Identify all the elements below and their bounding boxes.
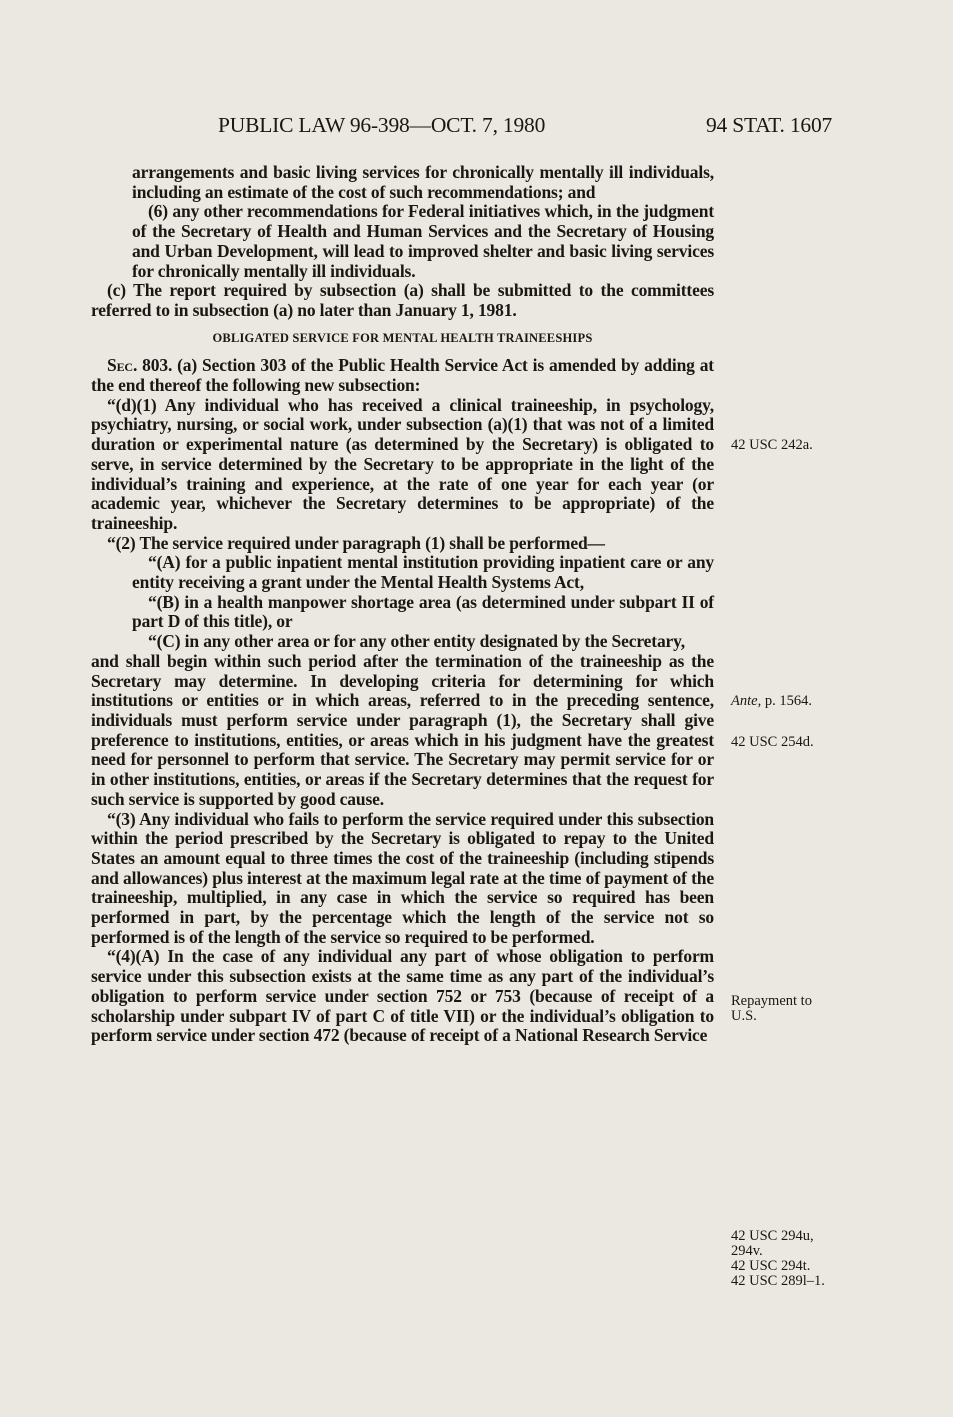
margin-note-294u-line1: 42 USC 294u, — [731, 1228, 814, 1244]
page-header-stat: 94 STAT. 1607 — [706, 113, 833, 137]
margin-note-294u-line2: 294v. — [731, 1243, 763, 1259]
section-803-text: 803. (a) Section 303 of the Public Health Service Act is amended by adding at the end thereof the following new subsection: — [91, 355, 714, 396]
paragraph-5-continuation: arrangements and basic living services for chronically mentally ill individuals, including an estimate of the cost of such recommendations; and — [132, 162, 714, 202]
paragraph-2: “(2) The service required under paragraph (1) shall be performed— — [107, 532, 605, 553]
section-label: Sec. — [107, 355, 138, 376]
section-heading: OBLIGATED SERVICE FOR MENTAL HEALTH TRAINEESHIPS — [212, 330, 593, 345]
body-text — [91, 163, 714, 1046]
clause-c: “(C) in any other area or for any other entity designated by the Secretary, — [148, 631, 686, 652]
margin-note-42-usc-254d: 42 USC 254d. — [731, 734, 814, 750]
margin-note-ante — [731, 694, 812, 709]
margin-note-289l: 42 USC 289l–1. — [731, 1273, 825, 1289]
subsection-c: (c) The report required by subsection (a) shall be submitted to the committees referred to in subsection (a) no later than January 1, 1981. — [91, 280, 714, 320]
margin-note-ante-page: p. 1564. — [761, 693, 812, 709]
section-803-intro — [91, 356, 714, 395]
clause-b: “(B) in a health manpower shortage area (as determined under subpart II of part D of this title), or — [132, 591, 714, 632]
margin-note-294t: 42 USC 294t. — [731, 1258, 811, 1274]
margin-note-42-usc-242a: 42 USC 242a. — [731, 437, 813, 453]
margin-note-42-usc-294 — [731, 1229, 825, 1289]
paragraph-4a: “(4)(A) In the case of any individual any part of whose obligation to perform service under this subsection exists at the same time as any part of the individual’s obligation to perform service under section 752 or 753 (because of receipt of a scholarship under subpart IV of part C of title VII) or the individual’s obligation to perform service under section 472 (because of receipt of a National Research Service — [91, 946, 714, 1046]
paragraph-6: (6) any other recommendations for Federal initiatives which, in the judgment of the Secretary of Health and Human Services and the Secretary of Housing and Urban Development, will lead to improved shelter and basic living services for chronically mentally ill individuals. — [132, 201, 714, 281]
page-header-title: PUBLIC LAW 96-398—OCT. 7, 1980 — [218, 113, 546, 137]
margin-note-repayment-line1: Repayment to — [731, 993, 812, 1009]
margin-note-repayment-line2: U.S. — [731, 1008, 757, 1024]
paragraph-2-continuation: and shall begin within such period after the termination of the traineeship as the Secretary may determine. In developing criteria for determining for which institutions or entities or in which areas, referred to in the preceding sentence, individuals must perform service under paragraph (1), the Secretary shall give preference to institutions, entities, or areas which in his judgment have the greatest need for personnel to perform that service. The Secretary may permit service for or in other institutions, entities, or areas if the Secretary determines that the request for such service is supported by good cause. — [91, 650, 714, 809]
subsection-d-1: “(d)(1) Any individual who has received a clinical traineeship, in psychology, psychiatry, nursing, or social work, under subsection (a)(1) that was not of a limited duration or experimental nature (as determined by the Secretary) is obligated to serve, in service determined by the Secretary to be appropriate in the light of the individual’s training and experience, at the rate of one year for each year (or academic year, whichever the Secretary determines to be appropriate) of the traineeship. — [91, 394, 714, 533]
margin-note-ante-italic: Ante, — [731, 693, 762, 709]
paragraph-3: “(3) Any individual who fails to perform the service required under this subsection within the period prescribed by the Secretary is obligated to repay to the United States an amount equal to three times the cost of the traineeship (including stipends and allowances) plus interest at the maximum legal rate at the time of payment of the traineeship, multiplied, in any case in which the service so required has been performed in part, by the percentage which the length of the service not so performed is of the length of the service so required to be performed. — [91, 808, 714, 947]
margin-note-repayment — [731, 994, 812, 1024]
clause-a: “(A) for a public inpatient mental institution providing inpatient care or any entity receiving a grant under the Mental Health Systems Act, — [132, 552, 714, 593]
